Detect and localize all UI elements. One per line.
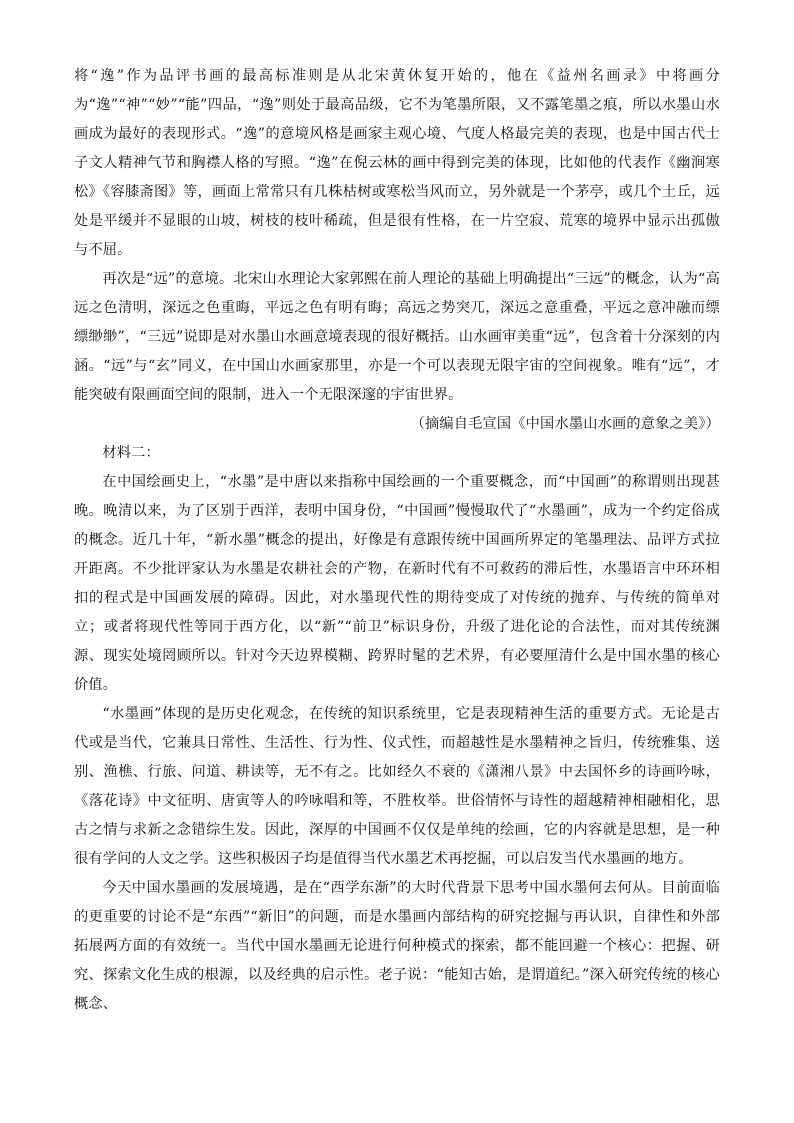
paragraph-ink-development: 今天中国水墨画的发展境遇，是在“西学东渐”的大时代背景下思考中国水墨何去何从。目前面临的更重要的讨论不是“东西”“新旧”的问题，而是水墨画内部结构的研究挖掘与再认识，自律性和外部拓展两方面的有效统一。当代中国水墨画无论进行何种模式的探索，都不能回避一个核心：把握、研究、探索文化生成的根源，以及经典的启示性。老子说：“能知古始，是谓道纪。”深入研究传统的核心概念、 [74, 880, 720, 1012]
document-page [74, 62, 720, 1019]
source-citation: （摘编自毛宣国《中国水墨山水画的意象之美》） [410, 416, 720, 432]
paragraph-yi-style: 将“逸”作为品评书画的最高标准则是从北宋黄休复开始的，他在《益州名画录》中将画分为“逸”“神”“妙”“能”四品，“逸”则处于最高品级，它不为笔墨所限，又不露笔墨之痕，所以水墨山水画成为最好的表现形式。“逸”的意境风格是画家主观心境、气度人格最完美的表现，也是中国古代士子文人精神气节和胸襟人格的写照。“逸”在倪云林的画中得到完美的体现，比如他的代表作《幽涧寒松》《容膝斋图》等，画面上常常只有几株枯树或寒松当风而立，另外就是一个茅亭，或几个土丘，远处是平缓并不显眼的山坡，树枝的枝叶稀疏，但是很有性格，在一片空寂、荒寒的境界中显示出孤傲与不屈。 [74, 68, 720, 258]
paragraph-ink-history: 在中国绘画史上，“水墨”是中唐以来指称中国绘画的一个重要概念，而“中国画”的称谓则出现甚晚。晚清以来，为了区别于西洋，表明中国身份，“中国画”慢慢取代了“水墨画”，成为一个约定俗成的概念。近几十年，“新水墨”概念的提出，好像是有意跟传统中国画所界定的笔墨理法、品评方式拉开距离。不少批评家认为水墨是农耕社会的产物，在新时代有不可救药的滞后性，水墨语言中环环相扣的程式是中国画发展的障碍。因此，对水墨现代性的期待变成了对传统的抛弃、与传统的简单对立；或者将现代性等同于西方化，以“新”“前卫”标识身份，升级了进化论的合法性，而对其传统渊源、现实处境罔顾所以。针对今天边界模糊、跨界时髦的艺术界，有必要厘清什么是中国水墨的核心价值。 [74, 474, 720, 693]
material-two-label: 材料二： [102, 445, 160, 461]
paragraph-ink-concept: “水墨画”体现的是历史化观念，在传统的知识系统里，它是表现精神生活的重要方式。无论是古代或是当代，它兼具日常性、生活性、行为性、仪式性，而超越性是水墨精神之旨归，传统雅集、送别、渔樵、行旅、问道、耕读等，无不有之。比如经久不衰的《潇湘八景》中去国怀乡的诗画吟咏，《落花诗》中文征明、唐寅等人的吟咏唱和等，不胜枚举。世俗情怀与诗性的超越精神相融相化，思古之情与求新之念错综生发。因此，深厚的中国画不仅仅是单纯的绘画，它的内容就是思想，是一种很有学问的人文之学。这些积极因子均是值得当代水墨艺术再挖掘，可以启发当代水墨画的地方。 [74, 706, 720, 867]
paragraph-yuan-style: 再次是“远”的意境。北宋山水理论大家郭熙在前人理论的基础上明确提出“三远”的概念，认为“高远之色清明，深远之色重晦，平远之色有明有晦；高远之势突兀，深远之意重叠，平远之意冲融而缥缥缈缈”，“三远”说即是对水墨山水画意境表现的很好概括。山水画审美重“远”，包含着十分深刻的内涵。“远”与“玄”同义，在中国山水画家那里，亦是一个可以表现无限宇宙的空间视象。唯有“远”，才能突破有限画面空间的限制，进入一个无限深邃的宇宙世界。 [74, 271, 720, 403]
